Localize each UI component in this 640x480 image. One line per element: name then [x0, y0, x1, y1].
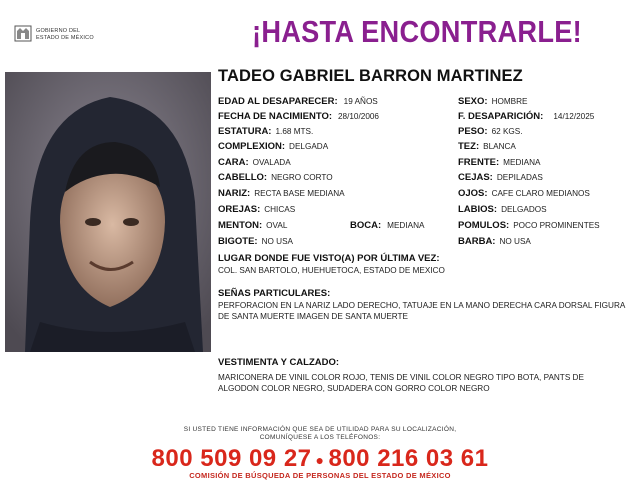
- field-label: OREJAS:: [218, 204, 261, 215]
- phone-2: 800 216 03 61: [328, 445, 489, 472]
- field-barba: [458, 236, 531, 247]
- field-label: COMPLEXION:: [218, 141, 286, 152]
- field-value: 14/12/2025: [553, 112, 595, 121]
- field-pomulos: [458, 220, 600, 231]
- field-value: OVALADA: [252, 158, 291, 167]
- commission-name: COMISIÓN DE BÚSQUEDA DE PERSONAS DEL ESTADO DE MÉXICO: [189, 471, 451, 480]
- logo-line2: ESTADO DE MÉXICO: [36, 35, 94, 41]
- crest-icon: [12, 22, 34, 44]
- field-label: OJOS:: [458, 188, 488, 199]
- field-fecha-nacimiento: [218, 111, 379, 122]
- field-ojos: [458, 188, 590, 199]
- field-value: 1.68 MTS.: [275, 127, 314, 136]
- field-boca: [350, 220, 424, 231]
- field-value: DEPILADAS: [496, 173, 543, 182]
- field-value: NEGRO CORTO: [271, 173, 333, 182]
- phone-numbers: [0, 445, 640, 473]
- field-value: OVAL: [266, 221, 288, 230]
- field-label: TEZ:: [458, 141, 480, 152]
- field-label: FECHA DE NACIMIENTO:: [218, 111, 332, 122]
- field-peso: [458, 126, 523, 137]
- field-label: SEXO:: [458, 96, 488, 107]
- field-label: BARBA:: [458, 236, 496, 247]
- field-value: 28/10/2006: [338, 112, 379, 121]
- marks-title: SEÑAS PARTICULARES:: [218, 288, 331, 299]
- field-cabello: [218, 172, 333, 183]
- field-value: DELGADOS: [501, 205, 547, 214]
- field-cejas: [458, 172, 543, 183]
- field-label: LABIOS:: [458, 204, 498, 215]
- field-label: BOCA:: [350, 220, 382, 231]
- field-label: CABELLO:: [218, 172, 268, 183]
- phone-1: 800 509 09 27: [151, 445, 312, 472]
- field-value: MEDIANA: [503, 158, 541, 167]
- field-frente: [458, 157, 540, 168]
- field-label: CARA:: [218, 157, 249, 168]
- field-value: 62 KGS.: [491, 127, 523, 136]
- field-value: HOMBRE: [491, 97, 528, 106]
- field-menton: [218, 220, 287, 231]
- field-value: CHICAS: [264, 205, 296, 214]
- field-label: CEJAS:: [458, 172, 493, 183]
- field-value: 19 AÑOS: [343, 97, 378, 106]
- field-f-desaparicion: [458, 111, 594, 122]
- field-label: ESTATURA:: [218, 126, 272, 137]
- government-logo: [10, 22, 120, 44]
- field-nariz: [218, 188, 345, 199]
- logo-line1: GOBIERNO DEL: [36, 28, 81, 34]
- field-label: FRENTE:: [458, 157, 500, 168]
- field-orejas: [218, 204, 295, 215]
- field-value: NO USA: [261, 237, 293, 246]
- missing-person-photo: [5, 72, 211, 352]
- field-label: PESO:: [458, 126, 488, 137]
- field-value: DELGADA: [289, 142, 329, 151]
- field-label: MENTON:: [218, 220, 263, 231]
- field-value: POCO PROMINENTES: [513, 221, 600, 230]
- field-tez: [458, 141, 516, 152]
- field-edad: [218, 96, 378, 107]
- field-cara: [218, 157, 291, 168]
- field-complexion: [218, 141, 328, 152]
- marks-text: PERFORACION EN LA NARIZ LADO DERECHO, TATUAJE EN LA MANO DERECHA CARA DORSAL FIGURA DE SANTA MUERTE IMAGEN DE SANTA MUERTE: [218, 301, 625, 321]
- field-label: BIGOTE:: [218, 236, 258, 247]
- info-line1: SI USTED TIENE INFORMACIÓN QUE SEA DE UTILIDAD PARA SU LOCALIZACIÓN,: [183, 426, 457, 433]
- field-value: CAFE CLARO MEDIANOS: [491, 189, 590, 198]
- clothing-text: MARICONERA DE VINIL COLOR ROJO, TENIS DE VINIL COLOR NEGRO TIPO BOTA, PANTS DE ALGODON COLOR NEGRO, SUDADERA CON GORRO COLOR NEGRO: [218, 373, 584, 393]
- field-value: BLANCA: [483, 142, 516, 151]
- field-label: NARIZ:: [218, 188, 251, 199]
- field-value: MEDIANA: [387, 221, 425, 230]
- field-label: F. DESAPARICIÓN:: [458, 111, 544, 122]
- person-name: TADEO GABRIEL BARRON MARTINEZ: [218, 67, 523, 85]
- bullet-icon: ●: [315, 451, 325, 468]
- field-estatura: [218, 126, 313, 137]
- clothing-title: VESTIMENTA Y CALZADO:: [218, 357, 340, 368]
- field-label: EDAD AL DESAPARECER:: [218, 96, 338, 107]
- field-bigote: [218, 236, 293, 247]
- field-sexo: [458, 96, 528, 107]
- field-labios: [458, 204, 547, 215]
- field-value: RECTA BASE MEDIANA: [254, 189, 345, 198]
- last-seen-title: LUGAR DONDE FUE VISTO(A) POR ÚLTIMA VEZ:: [218, 253, 440, 264]
- headline: ¡HASTA ENCONTRARLE!: [252, 14, 582, 49]
- last-seen-text: COL. SAN BARTOLO, HUEHUETOCA, ESTADO DE MEXICO: [218, 266, 445, 275]
- info-line2: COMUNÍQUESE A LOS TELÉFONOS:: [259, 434, 381, 441]
- field-label: POMULOS:: [458, 220, 510, 231]
- field-value: NO USA: [499, 237, 531, 246]
